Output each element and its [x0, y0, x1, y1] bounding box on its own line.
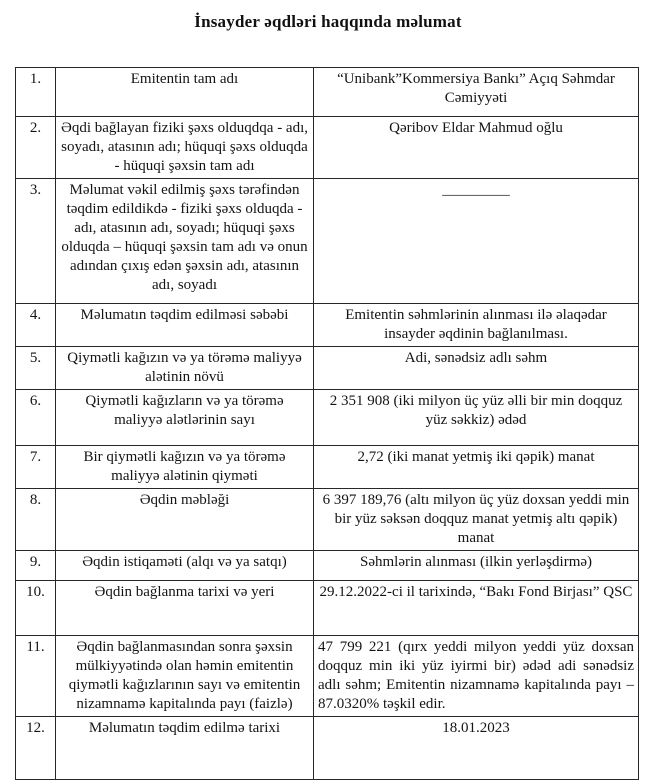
row-4-num: 4.	[16, 304, 56, 347]
row-4-value: Emitentin səhmlərinin alınması ilə əlaqədar insayder əqdinin bağlanılması.	[314, 304, 639, 347]
row-6-label: Qiymətli kağızların və ya törəmə maliyyə alətlərinin sayı	[56, 390, 314, 446]
row-3-label: Məlumat vəkil edilmiş şəxs tərəfindən təqdim edildikdə - fiziki şəxs olduqda - adı, atasının adı, soyadı; hüquqi şəxs olduqda – hüquqi şəxsin tam adı və onun adından çıxış edən şəxsin adı, atasının adı, soyadı	[56, 179, 314, 304]
row-2-label: Əqdi bağlayan fiziki şəxs olduqdqa - adı, soyadı, atasının adı; hüquqi şəxs olduqda - hüquqi şəxsin tam adı	[56, 117, 314, 179]
insider-deals-table	[15, 67, 639, 780]
row-11-value: 47 799 221 (qırx yeddi milyon yeddi yüz doxsan doqquz min iki yüz iyirmi bir) ədəd adi sənədsiz adlı səhm; Emitentin nizamnamə kapitalında payı – 87.0320% təşkil edir.	[314, 636, 639, 717]
table-row	[16, 489, 639, 551]
table-row	[16, 717, 639, 780]
row-10-label: Əqdin bağlanma tarixi və yeri	[56, 581, 314, 636]
row-5-value: Adi, sənədsiz adlı səhm	[314, 347, 639, 390]
row-4-label: Məlumatın təqdim edilməsi səbəbi	[56, 304, 314, 347]
row-10-value: 29.12.2022-ci il tarixində, “Bakı Fond Birjası” QSC	[314, 581, 639, 636]
row-10-num: 10.	[16, 581, 56, 636]
table-row	[16, 68, 639, 117]
table-row	[16, 636, 639, 717]
table-row	[16, 581, 639, 636]
row-8-label: Əqdin məbləği	[56, 489, 314, 551]
row-12-num: 12.	[16, 717, 56, 780]
row-5-label: Qiymətli kağızın və ya törəmə maliyyə alətinin növü	[56, 347, 314, 390]
row-9-value: Səhmlərin alınması (ilkin yerləşdirmə)	[314, 551, 639, 581]
table-row	[16, 117, 639, 179]
row-11-num: 11.	[16, 636, 56, 717]
row-6-value: 2 351 908 (iki milyon üç yüz əlli bir min doqquz yüz səkkiz) ədəd	[314, 390, 639, 446]
table-row	[16, 304, 639, 347]
row-9-label: Əqdin istiqaməti (alqı və ya satqı)	[56, 551, 314, 581]
row-12-label: Məlumatın təqdim edilmə tarixi	[56, 717, 314, 780]
row-5-num: 5.	[16, 347, 56, 390]
page-title: İnsayder əqdləri haqqında məlumat	[194, 12, 462, 31]
row-8-num: 8.	[16, 489, 56, 551]
table-row	[16, 347, 639, 390]
table-row	[16, 390, 639, 446]
row-7-value: 2,72 (iki manat yetmiş iki qəpik) manat	[314, 446, 639, 489]
table-row	[16, 551, 639, 581]
insider-table-body	[16, 68, 639, 780]
row-3-num: 3.	[16, 179, 56, 304]
row-1-num: 1.	[16, 68, 56, 117]
row-12-value: 18.01.2023	[314, 717, 639, 780]
row-3-value: _________	[314, 179, 639, 304]
row-7-label: Bir qiymətli kağızın və ya törəmə maliyyə alətinin qiyməti	[56, 446, 314, 489]
row-8-value: 6 397 189,76 (altı milyon üç yüz doxsan yeddi min bir yüz səksən doqquz manat yetmiş altı qəpik) manat	[314, 489, 639, 551]
row-1-label: Emitentin tam adı	[56, 68, 314, 117]
row-1-value: “Unibank”Kommersiya Bankı” Açıq Səhmdar Cəmiyyəti	[314, 68, 639, 117]
row-6-num: 6.	[16, 390, 56, 446]
row-9-num: 9.	[16, 551, 56, 581]
table-row	[16, 446, 639, 489]
row-11-label: Əqdin bağlanmasından sonra şəxsin mülkiyyətində olan həmin emitentin qiymətli kağızlarının sayı və emitentin nizamnamə kapitalında payı (faizlə)	[56, 636, 314, 717]
table-row	[16, 179, 639, 304]
row-7-num: 7.	[16, 446, 56, 489]
row-2-num: 2.	[16, 117, 56, 179]
row-2-value: Qəribov Eldar Mahmud oğlu	[314, 117, 639, 179]
